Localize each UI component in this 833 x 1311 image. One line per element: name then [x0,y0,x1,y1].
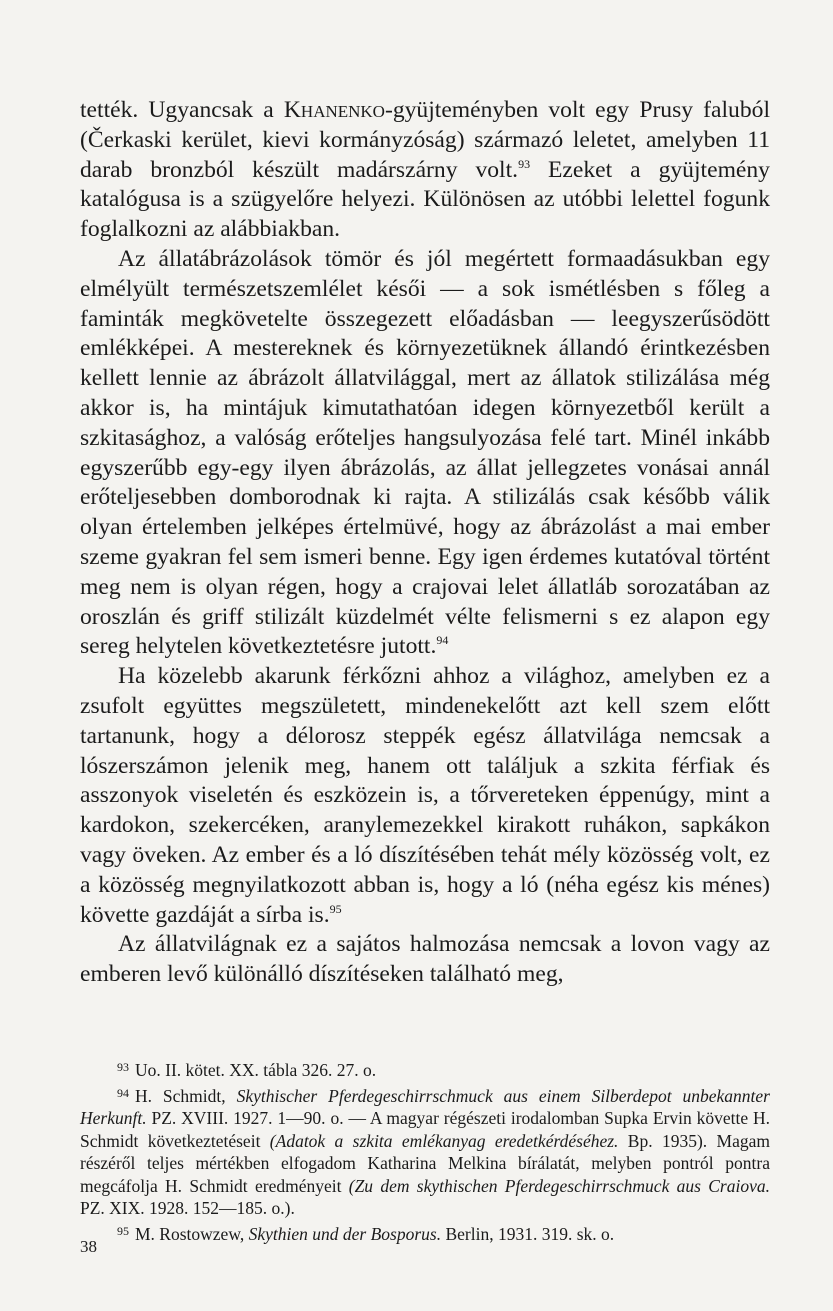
text-run: PZ. XVIII. 1927. 1—90. o. — A magyar régészeti irodalomban Supka Ervin követte H. Schmidt következtetéseit [80,1108,770,1151]
paragraph [80,662,770,930]
footnote [80,1082,770,1221]
title-italic: (Zu dem skythischen Pferdegeschirrschmuck aus Craiova. [348,1175,770,1196]
title-italic: Skythischer Pferdegeschirrschmuck aus einem Silberdepot unbekannter Herkunft. [80,1085,770,1129]
paragraph [80,930,770,990]
main-text [80,96,770,990]
paragraph [80,245,770,662]
text-run: PZ. XIX. 1928. 152—185. o.). [80,1198,295,1219]
title-italic: (Adatok a szkita emlékanyag eredetkérdéséhez. [269,1130,619,1151]
text-run: Az állatvilágnak ez a sajátos halmozása nemcsak a lovon vagy az emberen levő különálló díszítéseken található meg, [80,931,770,988]
text-run: Berlin, 1931. 319. sk. o. [441,1224,615,1245]
text-run: Bp. 1935). Magam részéről teljes mértékben elfogadom Katharina Melkina bírálatát, melyben pontról pontra megcáfolja H. Schmidt eredményeit [80,1130,770,1196]
collection-name: Khanenko [283,97,385,123]
footnote-reference: 93 [518,156,531,171]
paragraph [80,96,770,245]
text-run: tették. Ugyancsak a [80,97,284,123]
footnote [80,1220,770,1246]
text-run: Ezeket a gyüjtemény katalógusa is a szügyelőre helyezi. Különösen az utóbbi lelettel fogunk foglalkozni az alábbiakban. [80,156,770,243]
footnote-number: 95 [117,1224,129,1239]
footnote-number: 93 [117,1059,129,1074]
book-page [80,96,770,1246]
text-run: Az állatábrázolások tömör és jól megértett formaadásukban egy elmélyült természetszemlélet késői — a sok ismétlésben s főleg a faminták megkövetelte összegezett előadásban — leegyszerűsödött emlékképei. A mestereknek és környezetüknek állandó érintkezésben kellett lennie az ábrázolt állatvilággal, mert az állatok stilizálása még akkor is, ha mintájuk kimutathatóan idegen környezetből került a szkitasághoz, a valóság erőteljes hangsulyozása felé tart. Minél inkább egyszerűbb egy-egy ilyen ábrázolás, az állat jellegzetes vonásai annál erőteljesebben domborodnak ki rajta. A stilizálás csak később válik olyan értelemben jelképes értelmüvé, hogy az ábrázolást a mai ember szeme gyakran fel sem ismeri benne. Egy igen érdemes kutatóval történt meg nem is olyan régen, hogy a crajovai lelet állatláb sorozatában az oroszlán és griff stilizált küzdelmét vélte felismerni s ez alapon egy sereg helytelen következtetésre jutott. [80,245,770,660]
footnote-reference: 95 [329,901,342,916]
title-italic: Skythien und der Bosporus. [248,1224,442,1245]
text-run: -gyüjteményben volt egy Prusy faluból (Čerkaski kerület, kievi kormányzóság) származó leletet, amelyben 11 darab bronzból készült madárszárny volt. [80,97,770,183]
text-run: Uo. II. kötet. XX. tábla 326. 27. o. [135,1059,377,1080]
footnotes [80,1056,770,1246]
text-run: M. Rostowzew, [135,1224,249,1245]
page-number: 38 [80,1237,97,1256]
text-run: Ha közelebb akarunk férkőzni ahhoz a világhoz, amelyben ez a zsufolt együttes megszületett, mindenekelőtt azt kell szem előtt tartanunk, hogy a délorosz steppék egész állatvilága nemcsak a lószerszámon jelenik meg, hanem ott találjuk a szkita férfiak és asszonyok viseletén és eszközein is, a tőrvereteken éppenúgy, mint a kardokon, szekercéken, aranylemezekkel kirakott ruhákon, sapkákon vagy öveken. Az ember és a ló díszítésében tehát mély közösség volt, ez a közösség megnyilatkozott abban is, hogy a ló (néha egész kis ménes) követte gazdáját a sírba is. [80,663,770,928]
text-run: H. Schmidt, [135,1085,237,1106]
footnote-reference: 94 [436,633,449,648]
footnote-number: 94 [117,1085,129,1100]
footnote [80,1056,770,1082]
